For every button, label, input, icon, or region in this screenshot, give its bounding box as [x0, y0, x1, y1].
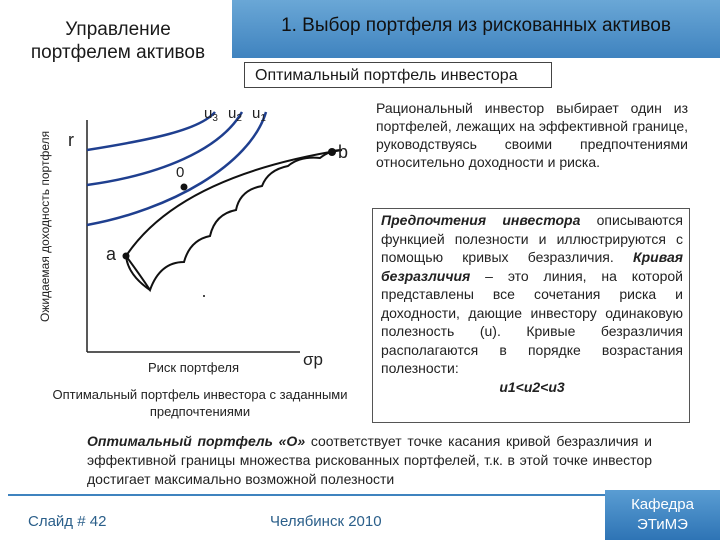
label-u2: $u_2$ — [228, 105, 242, 124]
label-b: b — [338, 142, 349, 162]
point-o — [181, 184, 188, 191]
preferences-text: описываются функцией полезности и иллюстрируются с помощью кривых безразличия. — [381, 212, 683, 265]
department-badge — [605, 490, 720, 540]
slide-number — [28, 513, 106, 530]
label-a: a — [106, 244, 117, 264]
slide-value: 42 — [89, 513, 107, 530]
dept-line2: ЭТиМЭ — [637, 516, 688, 533]
optimal-title: Оптимальный портфель «О» — [87, 433, 306, 449]
preferences-title: Предпочтения инвестора — [381, 212, 581, 228]
label-u3: $u_3$ — [204, 105, 218, 124]
efficient-frontier — [126, 150, 342, 256]
preferences-box — [372, 208, 690, 423]
label-o: 0 — [176, 164, 185, 181]
city-year: Челябинск 2010 — [270, 513, 382, 530]
diagram-caption: Оптимальный портфель инвестора с заданными предпочтениями — [52, 387, 348, 419]
rational-investor-text: Рациональный инвестор выбирает один из портфелей, лежащих на эффективной границе, руководствуясь своими предпочтениями относительно доходности и риска. — [376, 100, 688, 170]
label-u1: $u_1$ — [252, 105, 266, 124]
section-title: 1. Выбор портфеля из рискованных активов — [281, 15, 671, 36]
curve-title: Кривая безразличия — [381, 249, 683, 284]
indifference-diagram — [0, 88, 380, 433]
y-axis-label: Ожидаемая доходность портфеля — [38, 130, 52, 322]
slide-label: Слайд # — [28, 513, 86, 530]
point-a — [123, 253, 130, 260]
point-min — [203, 295, 205, 297]
indifference-curve-u3 — [87, 112, 215, 150]
dept-line1: Кафедра — [631, 496, 694, 513]
slide-subtitle: Оптимальный портфель инвестора — [244, 62, 552, 88]
point-b — [328, 148, 336, 156]
optimal-rest: соответствует точке касания кривой безразличия и эффективной границы множества рискованных портфелей, т.к. в этой точке инвестор достигает максимально возможной полезности — [87, 433, 652, 487]
optimal-portfolio-text — [87, 432, 652, 489]
header-left — [0, 0, 230, 86]
footer-divider — [8, 494, 610, 496]
indifference-curve-u2 — [87, 112, 242, 185]
label-r: r — [68, 130, 74, 150]
header-right — [232, 0, 720, 58]
x-axis-label: Риск портфеля — [148, 360, 240, 375]
sigma-label: σp — [303, 350, 323, 369]
curve-text: – это линия, на которой представлены все сочетания риска и доходности, дающие инвестору одинаковую полезность (u). Кривые безразличия располагаются в порядке возрастания полезности: — [381, 267, 683, 376]
course-title: Управление портфелем активов — [30, 19, 206, 63]
utility-order: u1<u2<u3 — [499, 378, 565, 395]
